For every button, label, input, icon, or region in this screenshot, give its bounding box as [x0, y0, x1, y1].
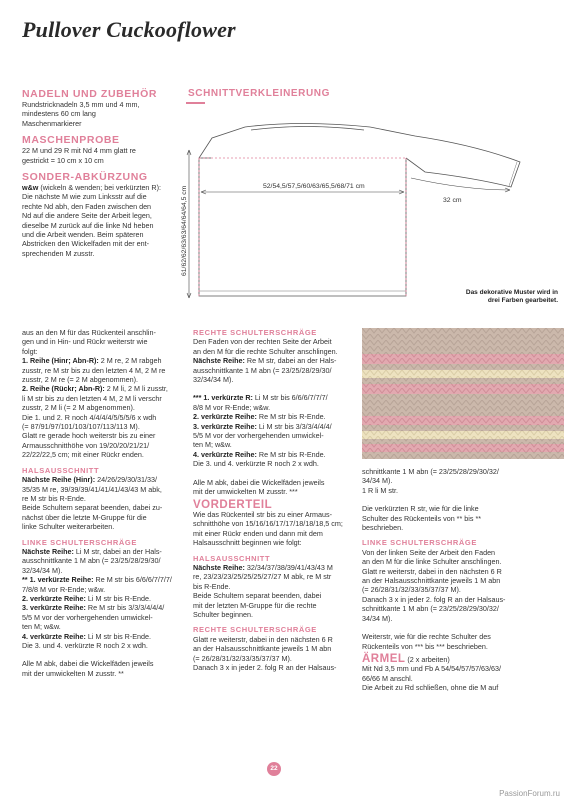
column-3	[362, 467, 558, 693]
page-number: 22	[267, 762, 281, 776]
sleeve-heading	[362, 652, 558, 665]
needles-text	[22, 100, 190, 128]
materials-block	[22, 88, 190, 258]
text-line: Den Faden von der rechten Seite der Arbeit	[193, 337, 332, 347]
sleeve-dimension-line	[411, 178, 510, 190]
text-line: 66/66 M anschl.	[362, 673, 413, 683]
height-label: 61/62/62/63/63/64/64/64,5 cm	[181, 185, 188, 276]
gauge-heading: MASCHENPROBE	[22, 134, 120, 147]
text-line: (= 26/28/31/32/33/35/37/37 M).	[193, 653, 292, 663]
abbr-line: Nd auf die andere Seite der Arbeit legen,	[22, 211, 152, 221]
text-line: an den M für die rechte Schulter anschlingen.	[193, 346, 338, 356]
text-line: Die 3. und 4. verkürzte R noch 2 x wdh.	[22, 641, 148, 650]
row-lead: 2. verkürzte Reihe:	[22, 593, 86, 603]
text-line: Mit Nd 3,5 mm und Fb A 54/54/57/57/63/63/	[362, 664, 502, 674]
text-line: schnitthöhe von 15/16/16/17/17/18/18/18,5 cm;	[193, 519, 343, 529]
text-line: Beide Schultern separat beenden, dabei zu-	[22, 503, 163, 513]
front-right-shoulder-heading: RECHTE SCHULTERSCHRÄGE	[193, 625, 317, 635]
front-left-shoulder-heading: LINKE SCHULTERSCHRÄGE	[362, 538, 477, 548]
width-label: 52/54,5/57,5/60/63/65,5/68/71 cm	[263, 183, 365, 190]
abbr-line: (wickeln & wenden; bei verkürzten R):	[38, 183, 162, 193]
text-line: schnittkante 1 M abn (= 23/25/28/29/30/32/	[362, 467, 499, 476]
row-lead: 2. verkürzte Reihe:	[193, 412, 257, 422]
abbr-heading: SONDER-ABKÜRZUNG	[22, 171, 148, 184]
abbr-line: Die nächste M wie zum Linksstr auf die	[22, 192, 147, 202]
text-line: mit einer Rückr enden und dann mit dem	[193, 528, 323, 538]
text-line: Li M str, dabei an der Hals-	[73, 546, 162, 556]
text-line: an den M für die linke Schulter anschlingen.	[362, 557, 502, 567]
left-shoulder-heading: LINKE SCHULTERSCHRÄGE	[22, 537, 137, 547]
text-line: 24/26/29/30/31/33/	[95, 475, 158, 485]
text-line: 22/22/22,5 cm; mit einer Rückr enden.	[22, 450, 144, 460]
knit-pattern-photo	[362, 328, 564, 459]
row-lead: 3. verkürzte Reihe:	[22, 603, 86, 613]
gauge-text	[22, 146, 190, 165]
text-line: Halsausschnitt beginnen wie folgt:	[193, 538, 302, 548]
row-lead: 3. verkürzte Reihe:	[193, 421, 257, 431]
page-title: Pullover Cuckooflower	[22, 17, 236, 42]
text-line: Li M str bis R-Ende.	[85, 593, 152, 603]
gauge-line: gestrickt = 10 cm x 10 cm	[22, 155, 104, 165]
text-line: Rückenteils von *** bis *** beschrieben.	[362, 641, 488, 651]
text-line: Wie das Rückenteil str bis zu einer Armaus-	[193, 509, 333, 519]
text-line: zusstr, 2 M li (= 2 M abgenommen).	[22, 403, 135, 413]
text-line: Re M str bis 6/6/6/7/7/7/	[93, 575, 172, 585]
text-line: 34/34 M).	[362, 613, 393, 623]
text-line: Schulter des Rückenteils von ** bis **	[362, 513, 482, 523]
text-line: Die 3. und 4. verkürzte R noch 2 x wdh.	[193, 459, 319, 469]
row-lead: *** 1. verkürzte R:	[193, 393, 253, 403]
text-line: ausschnittkante 1 M abn (= 23/25/28/29/30/	[193, 365, 332, 375]
text-line: ausschnittkante 1 M abn (= 23/25/28/29/30/	[22, 556, 161, 566]
caption-line: Das dekorative Muster wird in	[465, 289, 558, 296]
text-line: (= 26/28/31/32/33/35/37/37 M).	[362, 585, 461, 595]
text-line: Die Arbeit zu Rd schließen, ohne die M auf	[362, 683, 499, 693]
column-2	[193, 328, 358, 672]
neckline-heading: HALSAUSSCHNITT	[22, 465, 100, 475]
abbr-line: Abstricken den Wickelfaden mit der ent-	[22, 239, 150, 249]
diagram-caption	[418, 289, 558, 305]
row-lead: ** 1. verkürzte Reihe:	[22, 575, 94, 585]
text-line: beschrieben.	[362, 523, 404, 533]
text-line: an der Halsausschnittkante jeweils 1 M abn	[362, 576, 501, 586]
text-line: zusstr, 2 M re (= 2 M abgenommen).	[22, 375, 139, 385]
needles-line: mindestens 60 cm lang	[22, 109, 96, 119]
row-lead: Nächste Reihe:	[193, 356, 245, 366]
text-line: Schulter beginnen.	[193, 609, 253, 619]
text-line: Von der linken Seite der Arbeit den Faden	[362, 547, 496, 557]
text-line: 8/8 M vor R-Ende; w&w.	[193, 402, 271, 412]
text-line: schnittkante 1 M abn (= 23/25/28/29/30/32/	[362, 604, 499, 614]
text-line: mit der letzten M-Gruppe für die rechte	[193, 600, 317, 610]
text-line: re M str bis R-Ende.	[22, 493, 86, 503]
text-line: linke Schulter weiterarbeiten.	[22, 522, 115, 532]
text-line: Re M str bis 3/3/3/4/4/4/	[85, 603, 165, 613]
garment-schematic	[175, 110, 564, 300]
row-lead: Nächste Reihe (Hinr):	[22, 475, 96, 485]
text-line: Li M str bis 6/6/6/7/7/7/	[252, 393, 328, 403]
text-line: Danach 3 x in jeder 2. folg R an der Halsaus-	[362, 594, 506, 604]
text-line: nächst über die letzte M-Gruppe für die	[22, 512, 147, 522]
sleeve-label: 32 cm	[443, 197, 462, 204]
text-line: (= 87/91/97/101/103/107/113/113 M).	[22, 422, 140, 432]
text-line: Glatt re gerade hoch weiterstr bis zu einer	[22, 431, 156, 441]
caption-line: drei Farben gearbeitet.	[487, 297, 558, 304]
text-line: Re M str, dabei an der Hals-	[244, 356, 337, 366]
row-lead: 1. Reihe (Hinr; Abn-R):	[22, 356, 99, 366]
row-lead: 4. verkürzte Reihe:	[193, 449, 257, 459]
row-lead: 4. verkürzte Reihe:	[22, 631, 86, 641]
text-line: Re M str bis R-Ende.	[256, 449, 326, 459]
watermark: PassionForum.ru	[499, 789, 560, 798]
text-line: ten M; w&w.	[193, 440, 232, 450]
text-line: 35/35 M re, 39/39/39/41/41/41/43/43 M abk,	[22, 484, 162, 494]
text-line: 34/34 M).	[362, 476, 393, 486]
column-1	[22, 328, 190, 678]
text-line: Glatt re weiterstr, dabei in den nächsten 6 R	[362, 566, 502, 576]
abbr-lead: w&w	[22, 183, 39, 193]
row-lead: Nächste Reihe:	[22, 546, 74, 556]
text-line: Die verkürzten R str, wie für die linke	[362, 504, 479, 514]
text-line: li M str bis zu den letzten 4 M, 2 M li verschr	[22, 393, 162, 403]
abbr-line: rechte Nd abh, den Faden zwischen den	[22, 201, 152, 211]
abbr-text	[22, 183, 190, 258]
needles-heading: NADELN UND ZUBEHÖR	[22, 88, 158, 100]
needles-line: Rundstricknadeln 3,5 mm und 4 mm,	[22, 100, 140, 109]
text-line: mit der umwickelten M zusstr. ***	[193, 487, 298, 497]
text-line: Alle M abk, dabei die Wickelfäden jeweils	[193, 477, 325, 487]
text-line: 5/5 M vor der vorhergehenden umwickel-	[193, 431, 324, 441]
text-line: Armausschnitthöhe von 19/20/20/21/21/	[22, 440, 150, 450]
text-line: 7/8/8 M vor R-Ende; w&w.	[22, 584, 106, 594]
text-line: Li M str bis R-Ende.	[85, 631, 152, 641]
text-line: Danach 3 x in jeder 2. folg R an der Halsaus-	[193, 663, 337, 672]
text-line: zusstr, re M str bis zu den letzten 4 M, 2 M re	[22, 365, 166, 375]
gauge-line: 22 M und 29 R mit Nd 4 mm glatt re	[22, 146, 136, 156]
text-line: 2 M li, 2 M li zusstr,	[104, 384, 168, 394]
text-line: an der Halsausschnittkante jeweils 1 M abn	[193, 644, 332, 654]
abbr-line: und die Arbeit wenden. Beim späteren	[22, 230, 144, 240]
text-line: 32/34/34 M).	[193, 375, 234, 385]
needles-line: Maschenmarkierer	[22, 118, 82, 128]
text-line: ten M; w&w.	[22, 622, 61, 632]
text-line: 1 R li M str.	[362, 485, 398, 495]
abbr-line: sprechenden M zusstr.	[22, 248, 95, 258]
text-line: re, 23/23/23/25/25/25/27/27 M abk, re M str	[193, 572, 332, 582]
text-line: 2 M re, 2 M rabgeh	[98, 356, 162, 366]
row-lead: Nächste Reihe:	[193, 562, 245, 572]
text-line: Weiterstr, wie für die rechte Schulter des	[362, 632, 491, 642]
text-line: Re M str bis R-Ende.	[256, 412, 326, 422]
text-line: Beide Schultern separat beenden, dabei	[193, 591, 322, 601]
front-neckline-heading: HALSAUSSCHNITT	[193, 553, 271, 563]
diagram-title-rule	[186, 102, 205, 104]
text-line: 32/34/37/38/39/41/43/43 M	[244, 562, 333, 572]
text-line: 32/34/34 M).	[22, 565, 63, 575]
text-line: mit der umwickelten M zusstr. **	[22, 668, 124, 678]
text-line: bis R-Ende.	[193, 581, 231, 591]
text-line: 5/5 M vor der vorhergehenden umwickel-	[22, 612, 153, 622]
sleeve-heading-text: ÄRMEL	[362, 652, 406, 665]
diagram-title: SCHNITTVERKLEINERUNG	[188, 88, 331, 99]
text-line: Die 1. und 2. R noch 4/4/4/4/5/5/5/6 x wdh	[22, 412, 157, 422]
text-line: Alle M abk, dabei die Wickelfäden jeweils	[22, 659, 154, 669]
text-line: folgt:	[22, 346, 38, 356]
abbr-line: dieselbe M zurück auf die linke Nd heben	[22, 220, 154, 230]
text-line: Li M str bis 3/3/3/4/4/4/	[256, 421, 332, 431]
row-lead: 2. Reihe (Rückr; Abn-R):	[22, 384, 105, 394]
front-heading: VORDERTEIL	[193, 498, 273, 511]
sleeve-heading-sub: (2 x arbeiten)	[405, 654, 450, 664]
text-line: gen und in Hin- und Rückr weiterstr wie	[22, 337, 148, 347]
right-shoulder-heading: RECHTE SCHULTERSCHRÄGE	[193, 328, 317, 337]
text-line: aus an den M für das Rückenteil anschlin-	[22, 328, 156, 337]
text-line: Glatt re weiterstr, dabei in den nächsten 6 R	[193, 634, 333, 644]
